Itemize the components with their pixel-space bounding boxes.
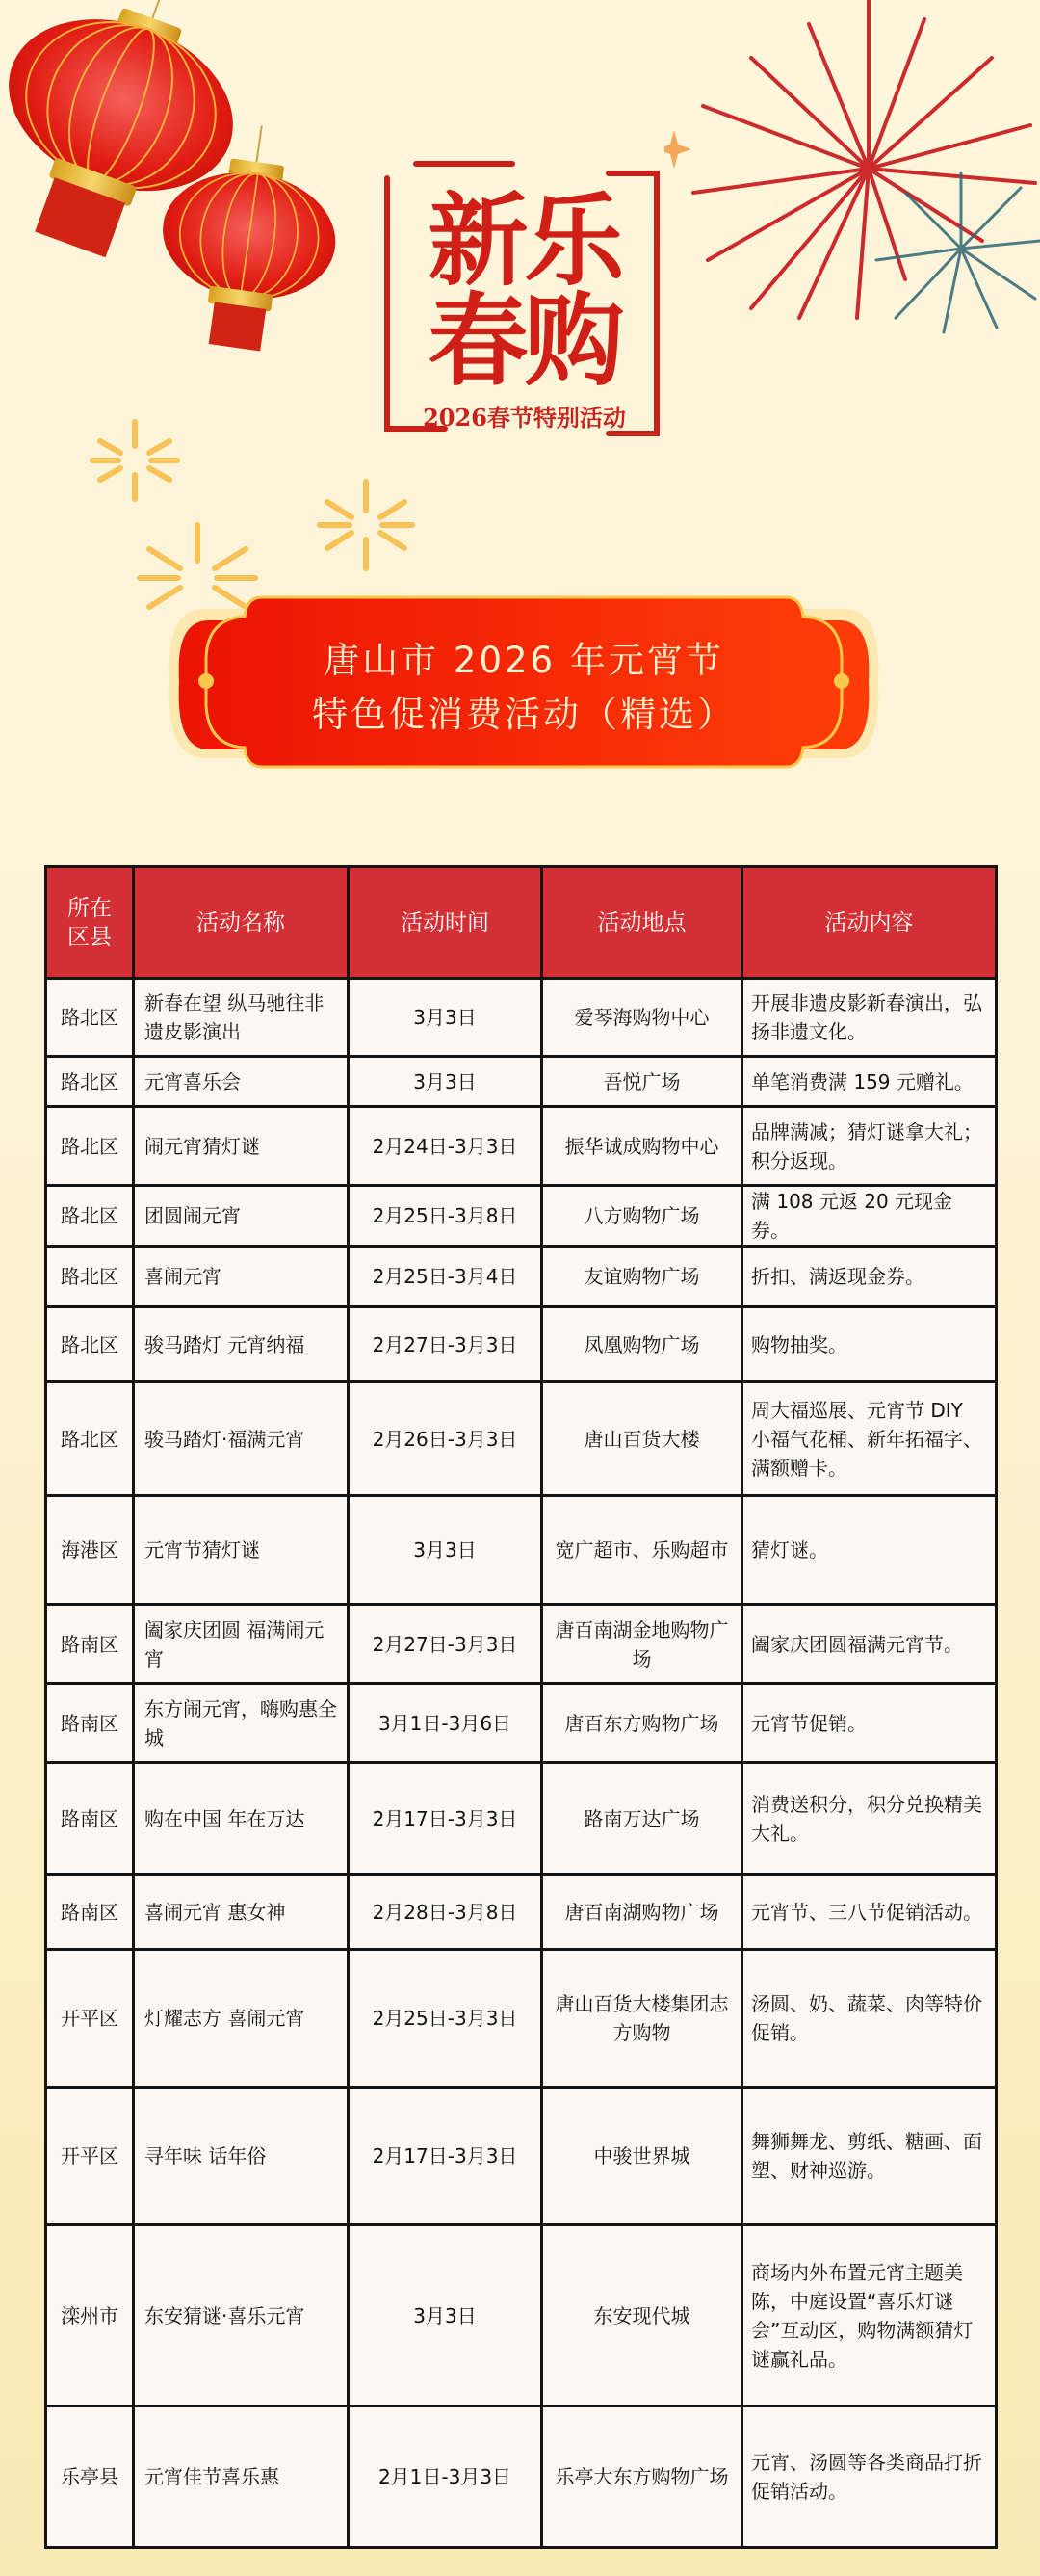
- table-row: [46, 1107, 997, 1186]
- cell-district: 路北区: [46, 1307, 134, 1382]
- cell-content: 商场内外布置元宵主题美陈，中庭设置“喜乐灯谜会”互动区，购物满额猜灯谜赢礼品。: [742, 2225, 997, 2406]
- cell-location: 唐百南湖金地购物广场: [542, 1605, 742, 1684]
- cell-name: 购在中国 年在万达: [134, 1763, 349, 1875]
- cell-location: 宽广超市、乐购超市: [542, 1496, 742, 1605]
- table-row: [46, 1496, 997, 1605]
- cell-content: 开展非遗皮影新春演出，弘扬非遗文化。: [742, 979, 997, 1057]
- banner-title-line-1: 唐山市 2026 年元宵节: [324, 640, 724, 681]
- logo-line-2: 春购: [428, 281, 621, 400]
- cell-name: 灯耀志方 喜闹元宵: [134, 1950, 349, 2088]
- cell-name: 元宵节猜灯谜: [134, 1496, 349, 1605]
- cell-time: 2月1日-3月3日: [349, 2406, 542, 2548]
- table-row: [46, 1950, 997, 2088]
- cell-time: 3月3日: [349, 1496, 542, 1605]
- fireworks-decoration: [664, 0, 1040, 347]
- cell-district: 路北区: [46, 1186, 134, 1247]
- table-row: [46, 2406, 997, 2548]
- table-row: [46, 2225, 997, 2406]
- cell-district: 开平区: [46, 1950, 134, 2088]
- banner-title-line-2: 特色促消费活动（精选）: [312, 694, 736, 735]
- cell-content: 购物抽奖。: [742, 1307, 997, 1382]
- cell-location: 唐山百货大楼: [542, 1382, 742, 1496]
- cell-name: 喜闹元宵: [134, 1247, 349, 1307]
- cell-district: 路北区: [46, 1247, 134, 1307]
- cell-location: 东安现代城: [542, 2225, 742, 2406]
- lanterns-decoration: [0, 0, 356, 366]
- cell-location: 八方购物广场: [542, 1186, 742, 1247]
- cell-name: 骏马踏灯 元宵纳福: [134, 1307, 349, 1382]
- cell-content: 品牌满减；猜灯谜拿大礼；积分返现。: [742, 1107, 997, 1186]
- cell-name: 骏马踏灯·福满元宵: [134, 1382, 349, 1496]
- title-banner: [166, 590, 882, 773]
- cell-name: 喜闹元宵 惠女神: [134, 1875, 349, 1950]
- cell-location: 爱琴海购物中心: [542, 979, 742, 1057]
- cell-district: 路北区: [46, 979, 134, 1057]
- cell-content: 消费送积分，积分兑换精美大礼。: [742, 1763, 997, 1875]
- cell-name: 东方闹元宵，嗨购惠全城: [134, 1684, 349, 1763]
- header-district: 所在区县: [46, 867, 134, 979]
- cell-time: 3月1日-3月6日: [349, 1684, 542, 1763]
- table-row: [46, 2088, 997, 2225]
- cell-location: 唐百南湖购物广场: [542, 1875, 742, 1950]
- cell-district: 路南区: [46, 1763, 134, 1875]
- cell-location: 振华诚成购物中心: [542, 1107, 742, 1186]
- cell-district: 路南区: [46, 1875, 134, 1950]
- table-row: [46, 1057, 997, 1107]
- firework-icon: [693, 0, 1035, 318]
- table-row: [46, 1605, 997, 1684]
- cell-location: 唐山百货大楼集团志方购物: [542, 1950, 742, 2088]
- logo-line-1: 新乐: [428, 181, 621, 300]
- cell-name: 阖家庆团圆 福满闹元宵: [134, 1605, 349, 1684]
- cell-time: 2月25日-3月8日: [349, 1186, 542, 1247]
- cell-content: 单笔消费满 159 元赠礼。: [742, 1057, 997, 1107]
- cell-time: 2月17日-3月3日: [349, 2088, 542, 2225]
- cell-district: 乐亭县: [46, 2406, 134, 2548]
- cell-location: 友谊购物广场: [542, 1247, 742, 1307]
- cell-district: 路南区: [46, 1605, 134, 1684]
- cell-content: 元宵节、三八节促销活动。: [742, 1875, 997, 1950]
- cell-name: 元宵佳节喜乐惠: [134, 2406, 349, 2548]
- firework-icon: [320, 482, 412, 568]
- cell-time: 3月3日: [349, 2225, 542, 2406]
- firework-icon: [92, 422, 177, 499]
- header-location: 活动地点: [542, 867, 742, 979]
- cell-location: 乐亭大东方购物广场: [542, 2406, 742, 2548]
- cell-location: 唐百东方购物广场: [542, 1684, 742, 1763]
- cell-content: 折扣、满返现金券。: [742, 1247, 997, 1307]
- activities-table: [44, 865, 995, 2549]
- logo-subtitle: 2026春节特别活动: [423, 404, 626, 432]
- cell-district: 滦州市: [46, 2225, 134, 2406]
- table-row: [46, 1247, 997, 1307]
- firework-icon: [876, 173, 1040, 332]
- cell-time: 2月27日-3月3日: [349, 1307, 542, 1382]
- cell-time: 2月25日-3月4日: [349, 1247, 542, 1307]
- table-row: [46, 1307, 997, 1382]
- cell-time: 3月3日: [349, 979, 542, 1057]
- gold-bursts-decoration: [77, 405, 424, 617]
- table-row: [46, 1382, 997, 1496]
- cell-content: 元宵节促销。: [742, 1684, 997, 1763]
- cell-time: 2月24日-3月3日: [349, 1107, 542, 1186]
- cell-name: 寻年味 话年俗: [134, 2088, 349, 2225]
- table-row: [46, 1684, 997, 1763]
- header-time: 活动时间: [349, 867, 542, 979]
- cell-time: 2月17日-3月3日: [349, 1763, 542, 1875]
- header-name: 活动名称: [134, 867, 349, 979]
- cell-content: 满 108 元返 20 元现金券。: [742, 1186, 997, 1247]
- cell-time: 2月28日-3月8日: [349, 1875, 542, 1950]
- table-row: [46, 1875, 997, 1950]
- cell-content: 周大福巡展、元宵节 DIY 小福气花桶、新年拓福字、满额赠卡。: [742, 1382, 997, 1496]
- cell-content: 阖家庆团圆福满元宵节。: [742, 1605, 997, 1684]
- cell-district: 开平区: [46, 2088, 134, 2225]
- cell-time: 2月25日-3月3日: [349, 1950, 542, 2088]
- cell-district: 路南区: [46, 1684, 134, 1763]
- cell-time: 2月26日-3月3日: [349, 1382, 542, 1496]
- cell-location: 路南万达广场: [542, 1763, 742, 1875]
- cell-location: 中骏世界城: [542, 2088, 742, 2225]
- table-row: [46, 979, 997, 1057]
- table-header-row: [46, 867, 997, 979]
- cell-content: 猜灯谜。: [742, 1496, 997, 1605]
- header-content: 活动内容: [742, 867, 997, 979]
- cell-name: 东安猜谜·喜乐元宵: [134, 2225, 349, 2406]
- cell-time: 2月27日-3月3日: [349, 1605, 542, 1684]
- cell-location: 吾悦广场: [542, 1057, 742, 1107]
- cell-name: 新春在望 纵马驰往非遗皮影演出: [134, 979, 349, 1057]
- cell-district: 路北区: [46, 1057, 134, 1107]
- cell-location: 凤凰购物广场: [542, 1307, 742, 1382]
- table-row: [46, 1186, 997, 1247]
- cell-name: 团圆闹元宵: [134, 1186, 349, 1247]
- cell-time: 3月3日: [349, 1057, 542, 1107]
- event-logo: [377, 154, 671, 443]
- cell-name: 闹元宵猜灯谜: [134, 1107, 349, 1186]
- cell-content: 汤圆、奶、蔬菜、肉等特价促销。: [742, 1950, 997, 2088]
- cell-name: 元宵喜乐会: [134, 1057, 349, 1107]
- table-row: [46, 1763, 997, 1875]
- cell-district: 路北区: [46, 1107, 134, 1186]
- cell-district: 路北区: [46, 1382, 134, 1496]
- cell-district: 海港区: [46, 1496, 134, 1605]
- cell-content: 舞狮舞龙、剪纸、糖画、面塑、财神巡游。: [742, 2088, 997, 2225]
- cell-content: 元宵、汤圆等各类商品打折促销活动。: [742, 2406, 997, 2548]
